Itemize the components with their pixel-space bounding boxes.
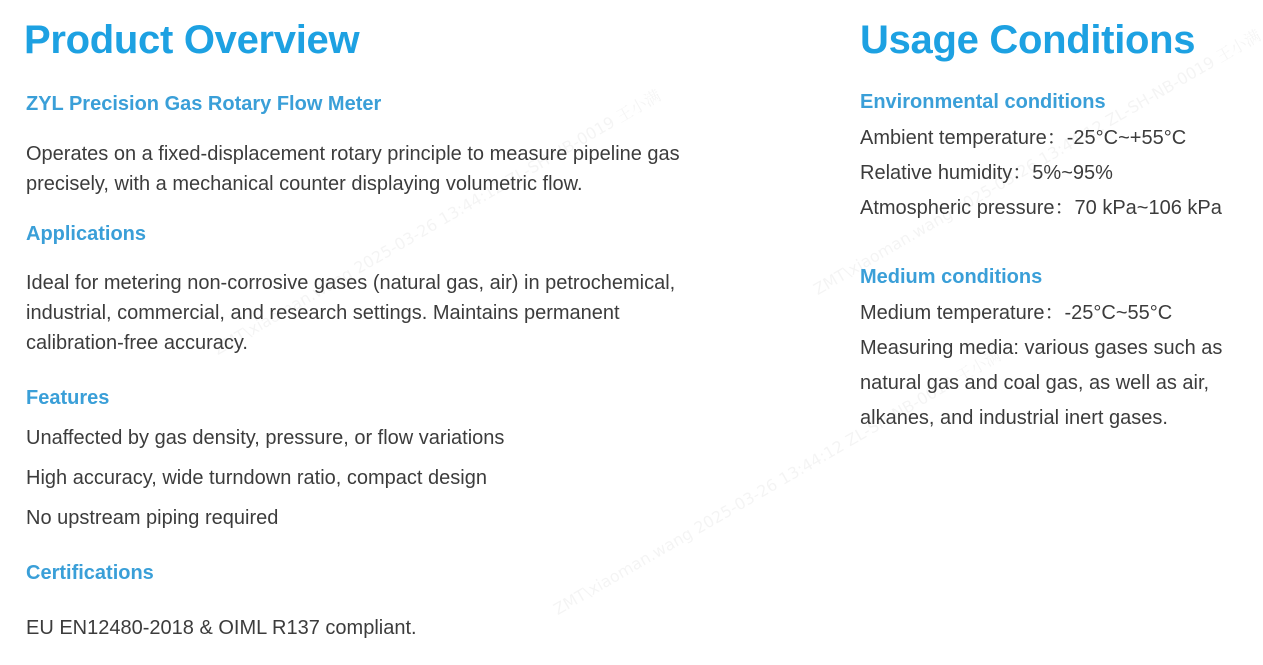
product-description-line: precisely, with a mechanical counter displaying volumetric flow. [26,173,583,195]
medium-condition-item: Measuring media: various gases such as [860,337,1223,359]
product-heading: ZYL Precision Gas Rotary Flow Meter [26,93,382,115]
medium-conditions-heading: Medium conditions [860,266,1043,288]
feature-item: High accuracy, wide turndown ratio, compact design [26,467,487,489]
feature-item: No upstream piping required [26,507,279,529]
medium-condition-item: natural gas and coal gas, as well as air, [860,372,1210,394]
medium-conditions-list [860,296,1222,436]
product-overview-section [24,14,786,639]
product-overview-title: Product Overview [24,18,360,62]
applications-heading: Applications [26,223,147,245]
product-description-line: Operates on a fixed-displacement rotary principle to measure pipeline gas [26,143,680,165]
environmental-condition-item: Ambient temperature：-25°C~+55°C [860,127,1187,149]
certifications-description: EU EN12480-2018 & OIML R137 compliant. [26,617,417,639]
environmental-condition-item: Relative humidity：5%~95% [860,162,1113,184]
feature-item: Unaffected by gas density, pressure, or flow variations [26,427,505,449]
applications-description-line: Ideal for metering non-corrosive gases (natural gas, air) in petrochemical, [26,272,676,294]
product-description [26,139,680,199]
applications-description-line: calibration-free accuracy. [26,332,248,354]
features-heading: Features [26,387,110,409]
environmental-conditions-heading: Environmental conditions [860,91,1106,113]
environmental-conditions-list [860,121,1222,226]
certifications-heading: Certifications [26,562,154,584]
environmental-condition-item: Atmospheric pressure：70 kPa~106 kPa [860,197,1222,219]
medium-condition-item: alkanes, and industrial inert gases. [860,407,1168,429]
applications-description [26,268,675,358]
usage-conditions-section [860,14,1260,429]
applications-description-line: industrial, commercial, and research settings. Maintains permanent [26,302,620,324]
medium-condition-item: Medium temperature：-25°C~55°C [860,302,1173,324]
usage-conditions-title: Usage Conditions [860,18,1196,62]
